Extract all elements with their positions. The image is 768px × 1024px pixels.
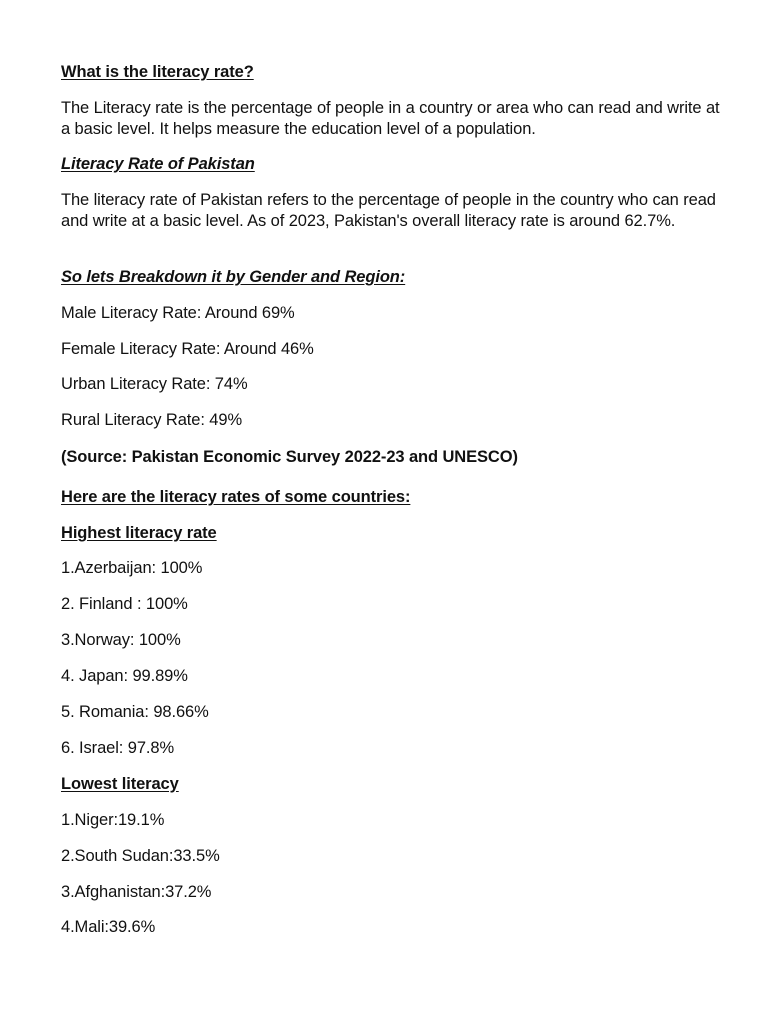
breakdown-item: Rural Literacy Rate: 49% bbox=[61, 411, 243, 429]
lowest-list-item: 4.Mali:39.6% bbox=[61, 918, 156, 936]
lowest-list-item: 2.South Sudan:33.5% bbox=[61, 847, 220, 865]
highest-list-item: 4. Japan: 99.89% bbox=[61, 667, 188, 685]
lowest-list-item: 3.Afghanistan:37.2% bbox=[61, 883, 212, 901]
paragraph-literacy-definition: The Literacy rate is the percentage of people in a country or area who can read and write at a basic level. It helps measure the education level of a population. bbox=[61, 99, 720, 138]
highest-list-item: 1.Azerbaijan: 100% bbox=[61, 559, 203, 577]
breakdown-item: Female Literacy Rate: Around 46% bbox=[61, 340, 314, 358]
highest-list-item: 3.Norway: 100% bbox=[61, 631, 181, 649]
paragraph-literacy-pakistan: The literacy rate of Pakistan refers to the percentage of people in the country who can read and write at a basic level. As of 2023, Pakistan's overall literacy rate is around 62.7%. bbox=[61, 191, 716, 230]
heading-breakdown: So lets Breakdown it by Gender and Region: bbox=[61, 268, 406, 286]
highest-list-item: 2. Finland : 100% bbox=[61, 595, 188, 613]
highest-list-item: 6. Israel: 97.8% bbox=[61, 739, 175, 757]
breakdown-item: Male Literacy Rate: Around 69% bbox=[61, 304, 295, 322]
heading-what-is-literacy: What is the literacy rate? bbox=[61, 63, 254, 81]
heading-countries: Here are the literacy rates of some countries: bbox=[61, 488, 411, 506]
highest-list-item: 5. Romania: 98.66% bbox=[61, 703, 209, 721]
heading-lowest-literacy: Lowest literacy bbox=[61, 775, 179, 793]
breakdown-item: Urban Literacy Rate: 74% bbox=[61, 375, 248, 393]
source-citation: (Source: Pakistan Economic Survey 2022-23 and UNESCO) bbox=[61, 448, 518, 466]
heading-highest-literacy: Highest literacy rate bbox=[61, 524, 217, 542]
lowest-list-item: 1.Niger:19.1% bbox=[61, 811, 165, 829]
heading-literacy-pakistan: Literacy Rate of Pakistan bbox=[61, 155, 255, 173]
